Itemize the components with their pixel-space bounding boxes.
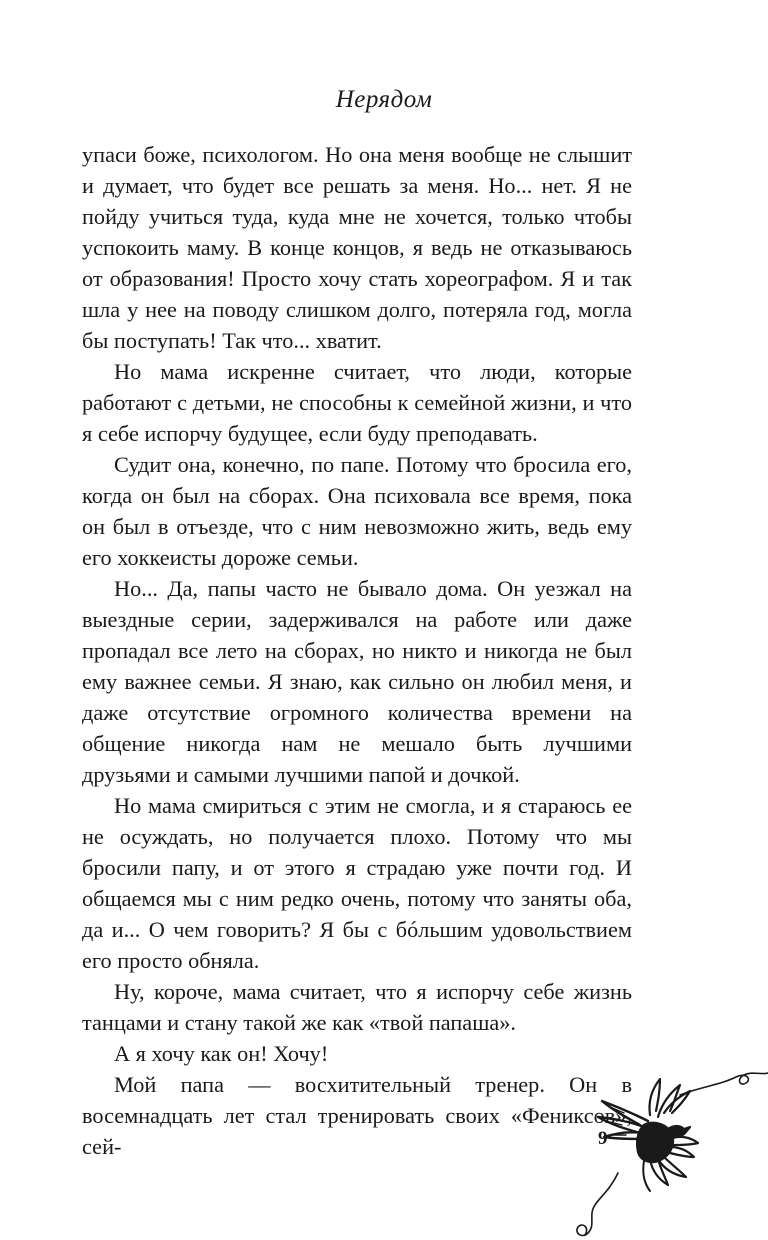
paragraph: Но мама искренне считает, что люди, которые работают с детьми, не способны к семейной жизни, и что я себе испорчу будущее, если буду преподавать. xyxy=(82,359,632,446)
page-number: 9 xyxy=(598,1128,608,1149)
paragraph: Но... Да, папы часто не бывало дома. Он уезжал на выездные серии, задерживался на работе или даже пропадал все лето на сборах, но никто и никогда не был ему важнее семьи. Я знаю, как сильно он любил меня, и даже отсутствие огромного количества времени на общение никогда нам не мешало быть лучшими друзьями и самыми лучшими папой и дочкой. xyxy=(82,576,632,787)
body-text xyxy=(82,139,632,1162)
paragraph: упаси боже, психологом. Но она меня вообще не слышит и думает, что будет все решать за меня. Но... нет. Я не пойду учиться туда, куда мне не хочется, только чтобы успокоить маму. В конце концов, я ведь не отказываюсь от образования! Просто хочу стать хореографом. Я и так шла у нее на поводу слишком долго, потеряла год, могла бы поступать! Так что... хватит. xyxy=(82,142,632,353)
paragraph: Но мама смириться с этим не смогла, и я стараюсь ее не осуждать, но получается плохо. Потому что мы бросили папу, и от этого я страдаю уже почти год. И общаемся мы с ним редко очень, потому что заняты оба, да и... О чем говорить? Я бы с бóльшим удовольствием его просто обняла. xyxy=(82,793,632,973)
paragraph: Мой папа — восхитительный тренер. Он в восемнадцать лет стал тренировать своих «Фениксов», сей- xyxy=(82,1072,632,1159)
paragraph: А я хочу как он! Хочу! xyxy=(114,1041,329,1066)
running-title: Нерядом xyxy=(335,86,433,113)
phoenix-icon xyxy=(540,1055,768,1240)
paragraph: Ну, короче, мама считает, что я испорчу себе жизнь танцами и стану такой же как «твой папаша». xyxy=(82,979,632,1035)
paragraph: Судит она, конечно, по папе. Потому что бросила его, когда он был на сборах. Она психовала все время, пока он был в отъезде, что с ним невозможно жить, ведь ему его хоккеисты дороже семьи. xyxy=(82,452,632,570)
